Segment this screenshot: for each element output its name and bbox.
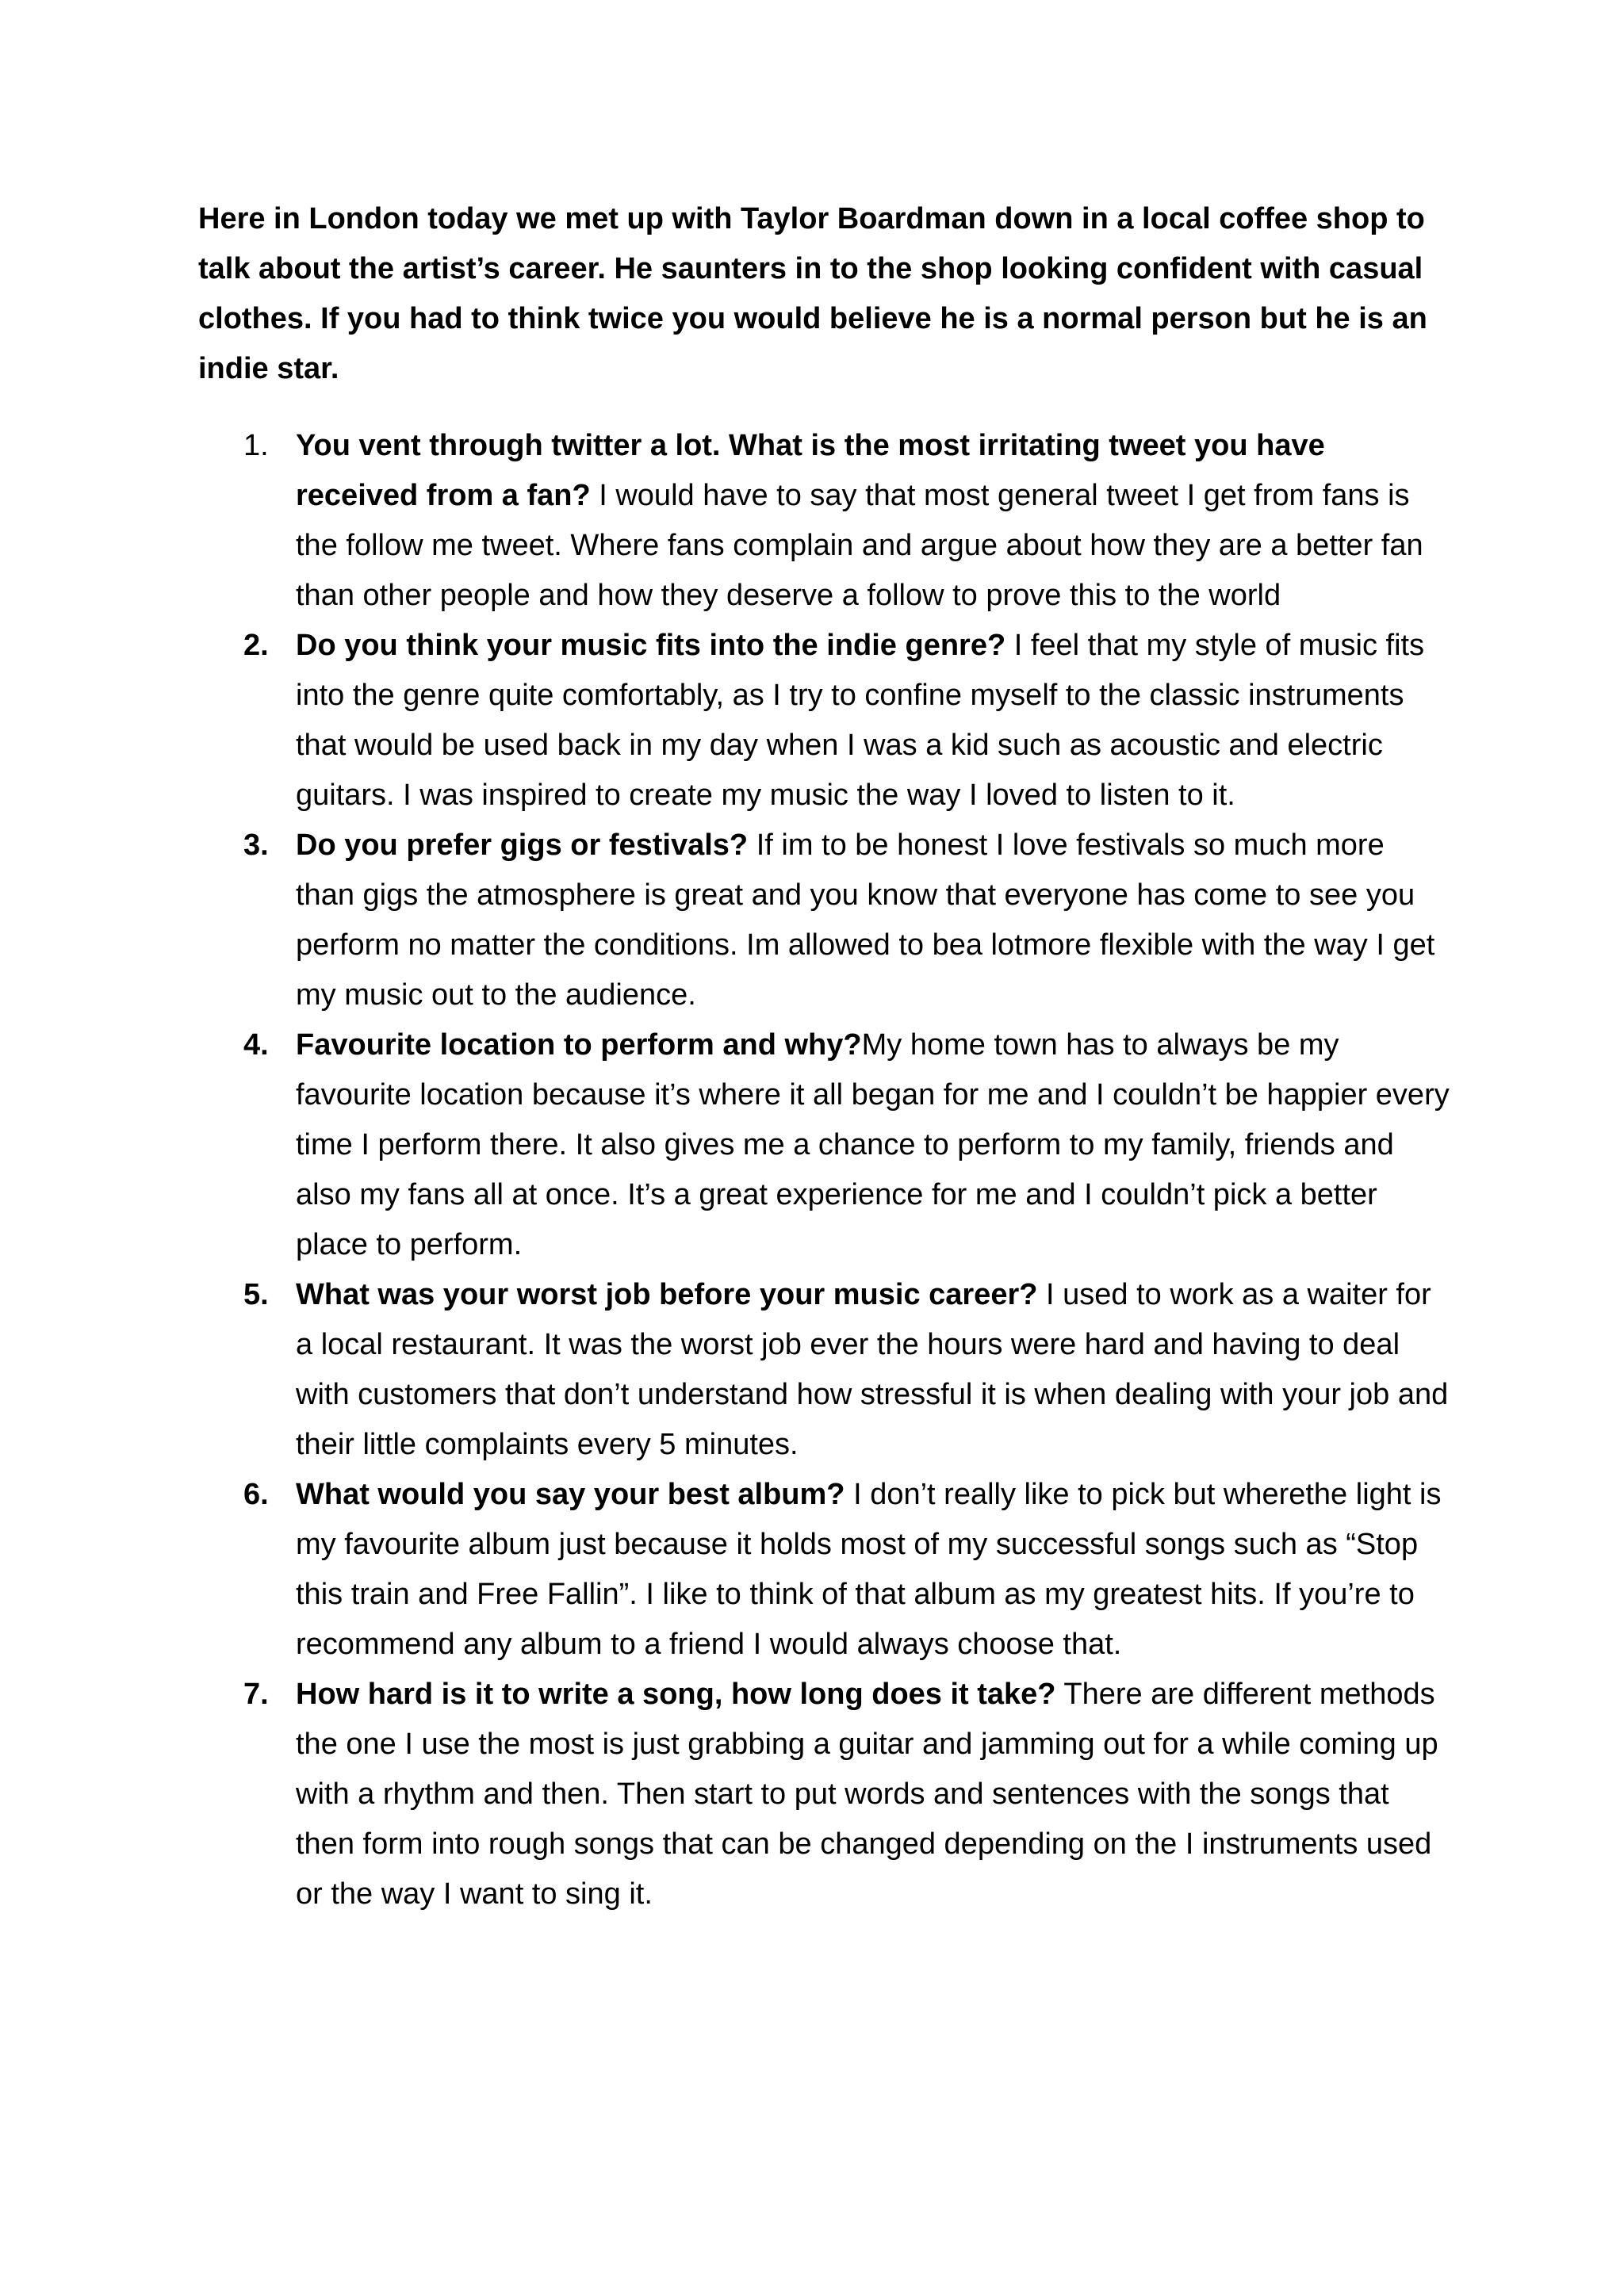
list-item [198,1270,1451,1470]
list-number: 2. [243,629,269,662]
list-number: 7. [243,1678,269,1711]
question-text: What was your worst job before your music career? [296,1278,1038,1311]
list-item [198,421,1451,621]
answer-text: I don’t really like to pick but wherethe light is my favourite album just because it holds most of my successful songs such as “Stop this train and Free Fallin”. I like to think of that album as my greatest hits. If you’re to recommend any album to a friend I would always choose that. [296,1478,1442,1661]
intro-paragraph: Here in London today we met up with Taylor Boardman down in a local coffee shop to talk about the artist’s career. He saunters in to the shop looking confident with casual clothes. If you had to think twice you would believe he is a normal person but he is an indie star. [198,202,1427,385]
answer-text: I feel that my style of music fits into the genre quite comfortably, as I try to confine myself to the classic instruments that would be used back in my day when I was a kid such as acoustic and electric guitars. I was inspired to create my music the way I loved to listen to it. [296,629,1425,812]
list-item [198,821,1451,1020]
list-number: 4. [243,1028,269,1062]
list-item [198,1020,1451,1270]
document-page [198,194,1451,1919]
question-text: What would you say your best album? [296,1478,845,1511]
answer-text: There are different methods the one I use the most is just grabbing a guitar and jamming out for a while coming up with a rhythm and then. Then start to put words and sentences with the songs that then form into rough songs that can be changed depending on the I instruments used or the way I want to sing it. [296,1678,1438,1911]
question-text: Do you prefer gigs or festivals? [296,828,749,862]
list-number: 6. [243,1478,269,1511]
list-item [198,621,1451,821]
list-item [198,1670,1451,1919]
answer-text: If im to be honest I love festivals so much more than gigs the atmosphere is great and you know that everyone has come to see you perform no matter the conditions. Im allowed to bea lotmore flexible with the way I get my music out to the audience. [296,828,1435,1012]
interview-question-list [198,421,1451,1919]
answer-text: I used to work as a waiter for a local restaurant. It was the worst job ever the hours were hard and having to deal with customers that don’t understand how stressful it is when dealing with your job and their little complaints every 5 minutes. [296,1278,1449,1461]
list-number: 1. [243,429,269,462]
answer-text: I would have to say that most general tweet I get from fans is the follow me tweet. Where fans complain and argue about how they are a better fan than other people and how they deserve a follow to prove this to the world [296,479,1423,612]
list-item [198,1470,1451,1670]
answer-text: My home town has to always be my favourite location because it’s where it all began for me and I couldn’t be happier every time I perform there. It also gives me a chance to perform to my family, friends and also my fans all at once. It’s a great experience for me and I couldn’t pick a better place to perform. [296,1028,1450,1261]
list-number: 5. [243,1278,269,1311]
question-text: How hard is it to write a song, how long does it take? [296,1678,1056,1711]
list-number: 3. [243,828,269,862]
question-text: You vent through twitter a lot. What is the most irritating tweet you have received from a fan? [296,429,1325,512]
question-text: Favourite location to perform and why? [296,1028,862,1062]
question-text: Do you think your music fits into the indie genre? [296,629,1006,662]
